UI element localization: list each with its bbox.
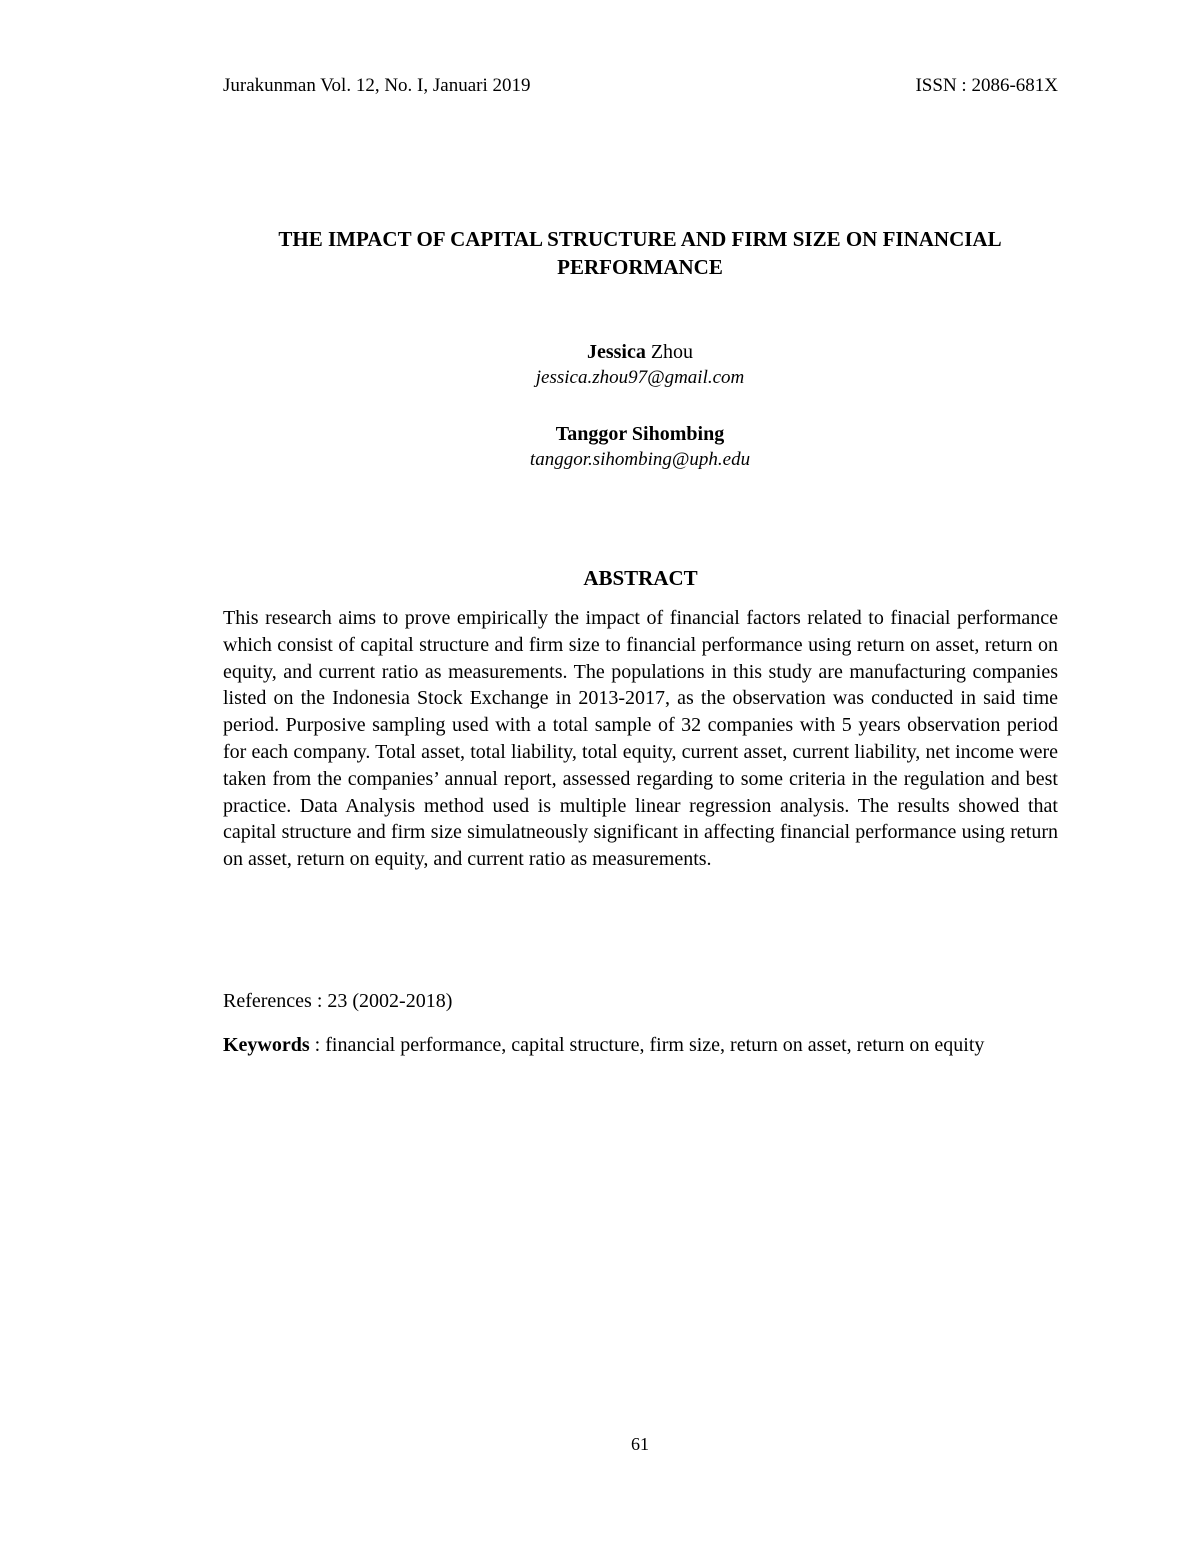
author-last-name: Zhou — [650, 341, 694, 363]
author-name: Tanggor Sihombing — [555, 423, 725, 445]
author-block-2 — [300, 421, 980, 473]
abstract-heading: ABSTRACT — [583, 566, 698, 590]
journal-info: Jurakunman Vol. 12, No. I, Januari 2019 — [223, 75, 531, 96]
issn-label: ISSN : 2086-681X — [915, 75, 1058, 96]
paper-title: THE IMPACT OF CAPITAL STRUCTURE AND FIRM SIZE ON FINANCIAL PERFORMANCE — [278, 227, 1002, 279]
keywords-line — [223, 1032, 1058, 1059]
author-block-1 — [300, 339, 980, 391]
references-line: References : 23 (2002-2018) — [223, 990, 453, 1012]
author-email: tanggor.sihombing@uph.edu — [529, 449, 751, 470]
running-header — [223, 74, 1058, 98]
keywords-text: : financial performance, capital structure, firm size, return on asset, return on equity — [309, 1034, 985, 1056]
keywords-label: Keywords — [223, 1034, 310, 1056]
author-email: jessica.zhou97@gmail.com — [535, 367, 745, 388]
author-first-name: Jessica — [586, 341, 646, 363]
abstract-text: This research aims to prove empirically the impact of financial factors related to finacial performance which consist of capital structure and firm size to financial performance using return on asset, return on equity, and current ratio as measurements. The populations in this study are manufacturing companies listed on the Indonesia Stock Exchange in 2013-2017, as the observation was conducted in said time period. Purposive sampling used with a total sample of 32 companies with 5 years observation period for each company. Total asset, total liability, total equity, current asset, current liability, net income were taken from the companies’ annual report, assessed regarding to some criteria in the regulation and best practice. Data Analysis method used is multiple linear regression analysis. The results showed that capital structure and firm size simulatneously significant in affecting financial performance using return on asset, return on equity, and current ratio as measurements. — [223, 607, 1058, 871]
page-number: 61 — [631, 1434, 649, 1454]
